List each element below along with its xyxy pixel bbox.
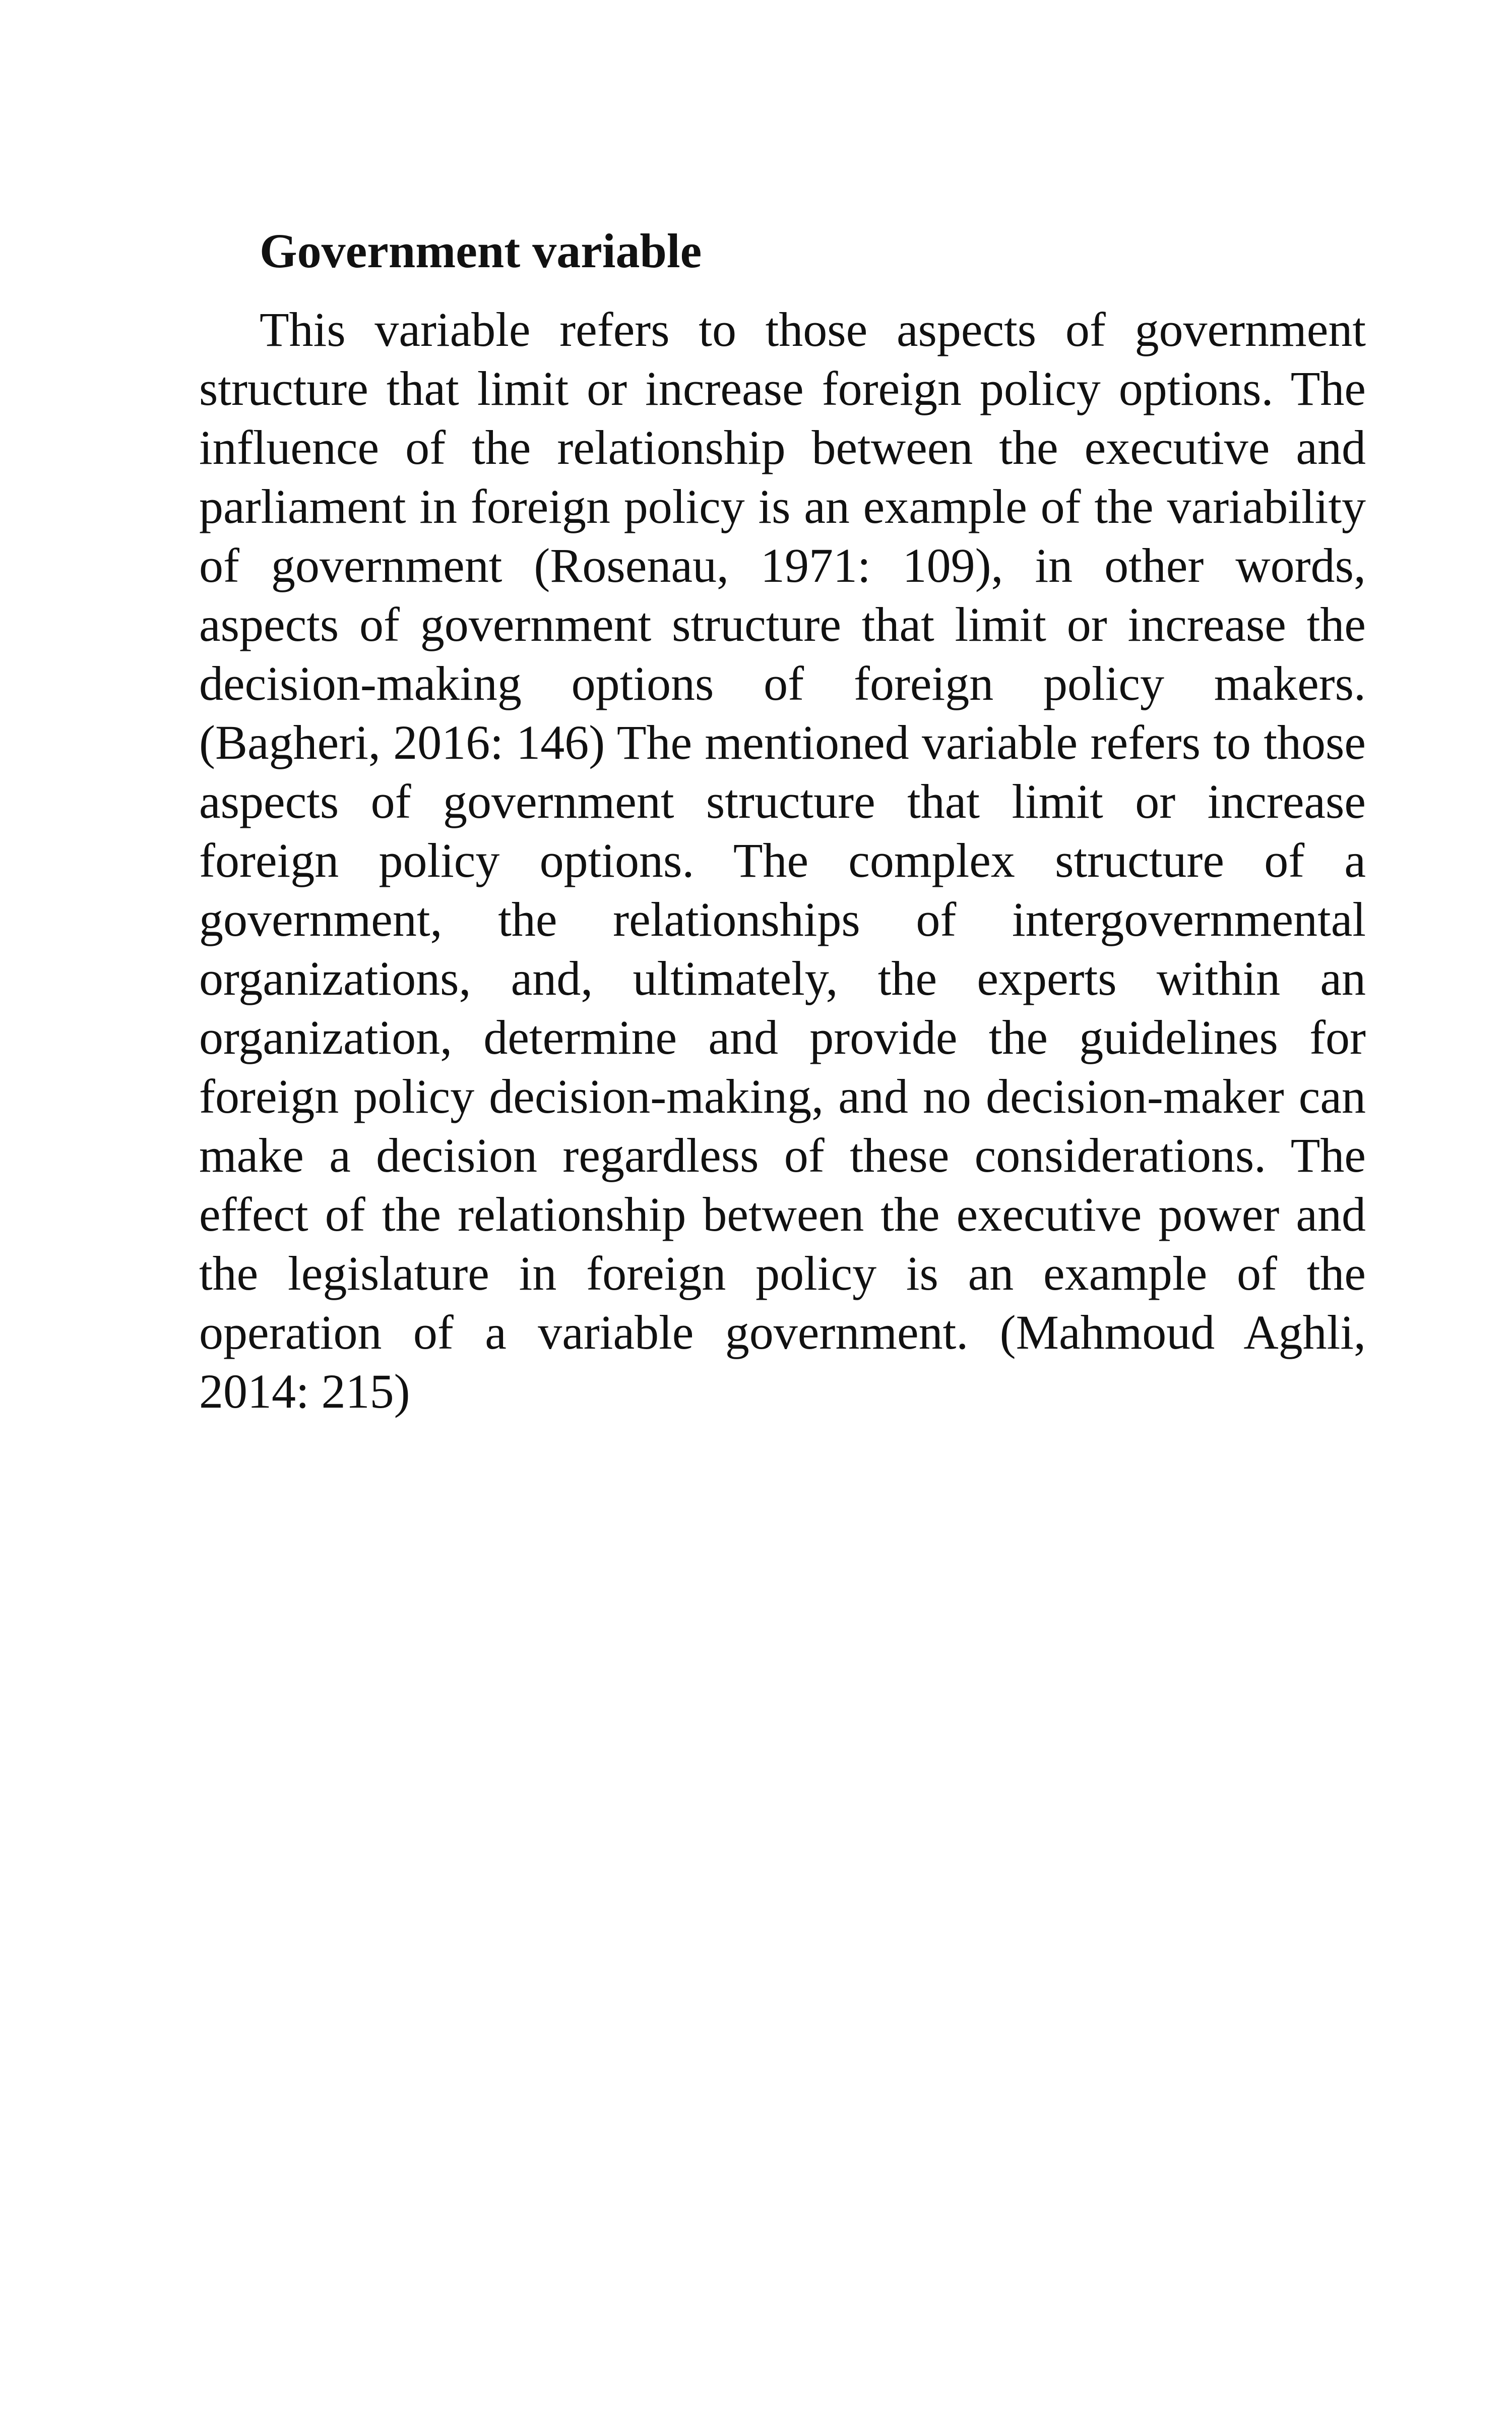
section-heading: Government variable bbox=[260, 224, 702, 278]
page-content bbox=[199, 219, 1366, 1421]
body-paragraph: This variable refers to those aspects of government structure that limit or increase foreign policy options. The influence of the relationship between the executive and parliament in foreign policy is an example of the variability of government (Rosenau, 1971: 109), in other words, aspects of government structure that limit or increase the decision-making options of foreign policy makers. (Bagheri, 2016: 146) The mentioned variable refers to those aspects of government structure that limit or increase foreign policy options. The complex structure of a government, the relationships of intergovernmental organizations, and, ultimately, the experts within an organization, determine and provide the guidelines for foreign policy decision-making, and no decision-maker can make a decision regardless of these considerations. The effect of the relationship between the executive power and the legislature in foreign policy is an example of the operation of a variable government. (Mahmoud Aghli, 2014: 215) bbox=[199, 302, 1366, 1418]
